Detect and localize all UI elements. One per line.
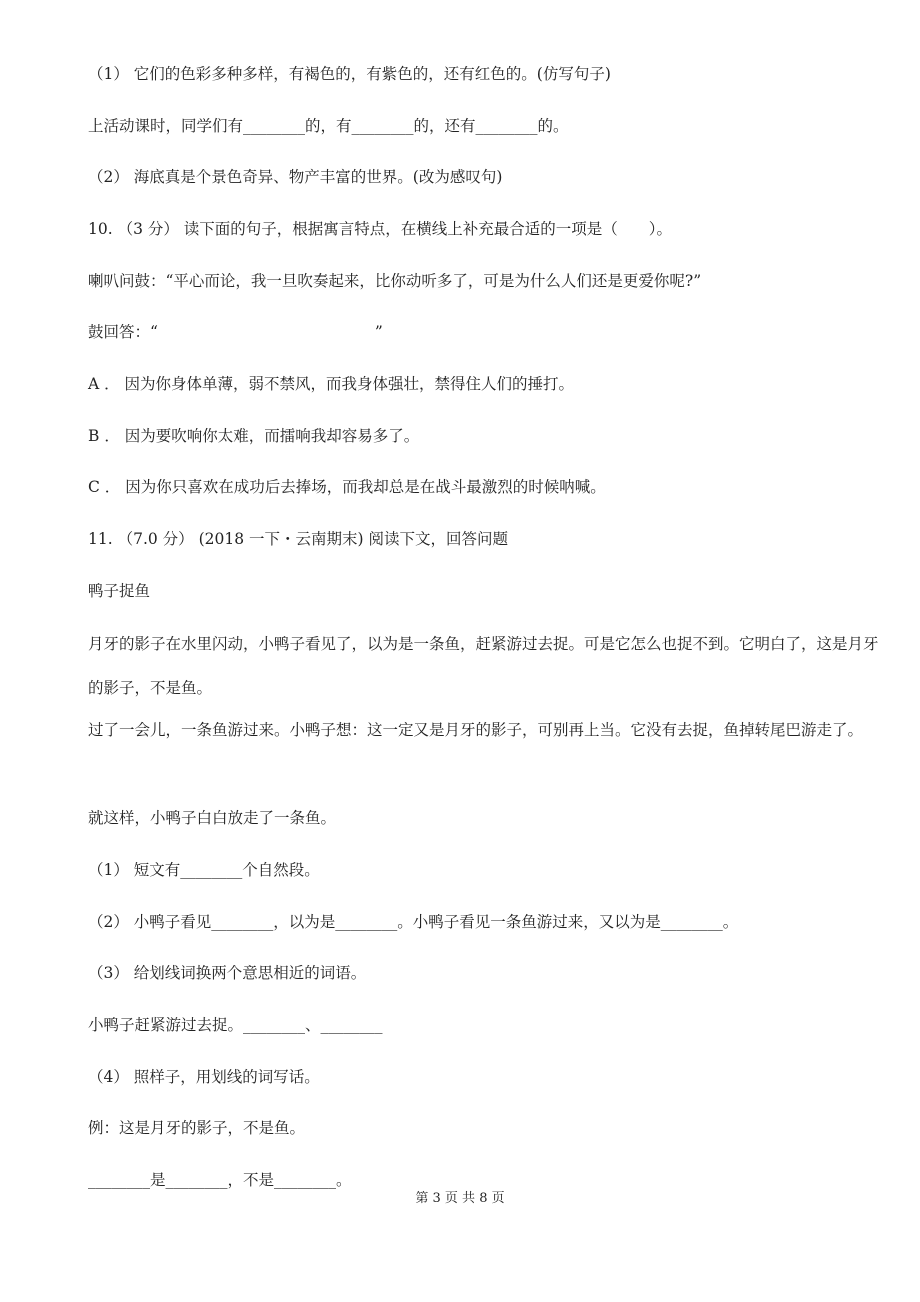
- option-a: A ． 因为你身体单薄，弱不禁风，而我身体强壮，禁得住人们的捶打。: [88, 375, 575, 393]
- option-b: B ． 因为要吹响你太难，而擂响我却容易多了。: [88, 427, 420, 445]
- line-q10-drum: 鼓回答：“ ”: [88, 323, 383, 341]
- line-q11-2: （2） 小鸭子看见________，以为是________。小鸭子看见一条鱼游过来，又以为是________。: [88, 913, 739, 931]
- line-q11-3: （3） 给划线词换两个意思相近的词语。: [88, 964, 367, 982]
- passage-para-2: 过了一会儿，一条鱼游过来。小鸭子想：这一定又是月牙的影子，可别再上当。它没有去捉，鱼掉转尾巴游走了。: [88, 721, 864, 739]
- line-q11-4: （4） 照样子，用划线的词写话。: [88, 1068, 320, 1086]
- line-q9-2: （2） 海底真是个景色奇异、物产丰富的世界。(改为感叹句): [88, 168, 503, 186]
- line-q11-1: （1） 短文有________个自然段。: [88, 861, 320, 879]
- line-q10-trumpet: 喇叭问鼓：“平心而论，我一旦吹奏起来，比你动听多了，可是为什么人们还是更爱你呢?”: [88, 272, 702, 290]
- line-q9-1-blank: 上活动课时，同学们有________的，有________的，还有________的。: [88, 117, 569, 135]
- line-q11-3-blank: 小鸭子赶紧游过去捉。________、________: [88, 1016, 383, 1034]
- line-q11-4-example: 例：这是月牙的影子，不是鱼。: [88, 1119, 306, 1137]
- passage-para-1: 月牙的影子在水里闪动，小鸭子看见了，以为是一条鱼，赶紧游过去捉。可是它怎么也捉不到。它明白了，这是月牙的影子，不是鱼。: [88, 635, 879, 697]
- page-footer: 第 3 页 共 8 页: [415, 1191, 505, 1206]
- line-q11-4-blank: ________是________，不是________。: [88, 1171, 352, 1189]
- passage-para-3: 就这样，小鸭子白白放走了一条鱼。: [88, 809, 337, 827]
- option-c: C ． 因为你只喜欢在成功后去捧场，而我却总是在战斗最激烈的时候呐喊。: [88, 478, 606, 496]
- line-q9-1: （1） 它们的色彩多种多样，有褐色的，有紫色的，还有红色的。(仿写句子): [88, 65, 611, 83]
- passage-title: 鸭子捉鱼: [88, 582, 151, 600]
- line-q11: 11. （7.0 分） (2018 一下・云南期末) 阅读下文，回答问题: [88, 530, 508, 548]
- line-q10: 10. （3 分） 读下面的句子，根据寓言特点，在横线上补充最合适的一项是（ ）。: [88, 220, 673, 238]
